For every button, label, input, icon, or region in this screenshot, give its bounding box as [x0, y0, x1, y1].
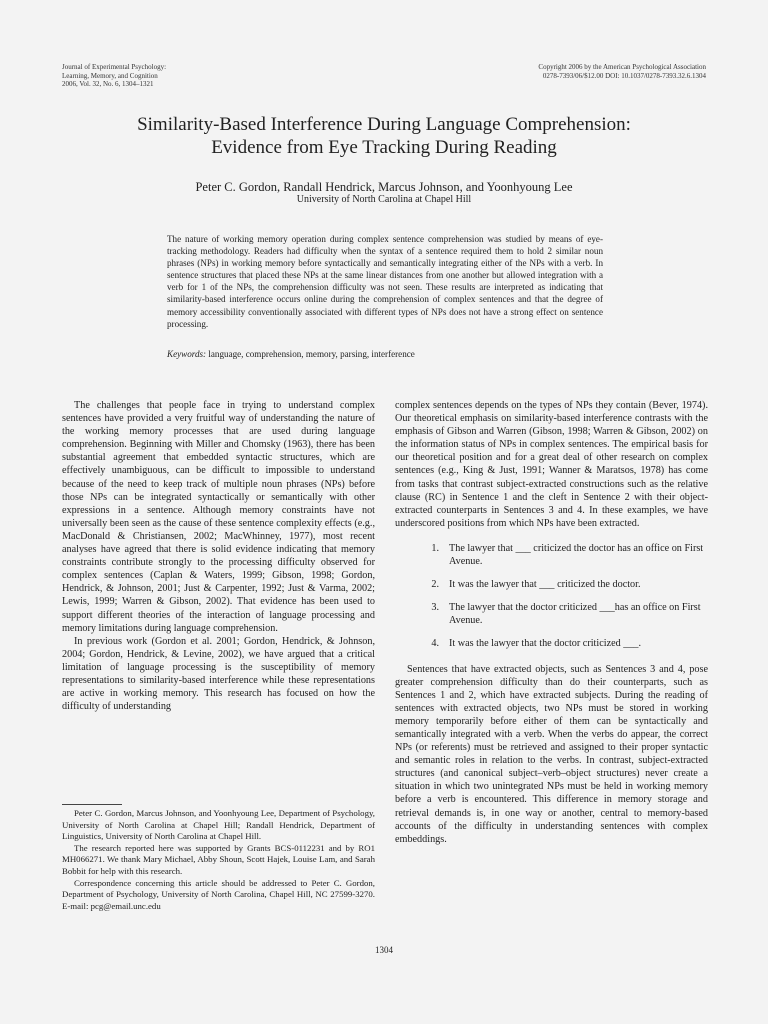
doi-line: 0278-7393/06/$12.00 DOI: 10.1037/0278-7393.32.6.1304: [542, 71, 706, 80]
example-item: [395, 578, 708, 591]
example-text: It was the lawyer that ___ criticized the doctor.: [449, 579, 641, 591]
author-note: [62, 808, 375, 912]
example-number: 3.: [431, 602, 439, 614]
journal-name: Journal of Experimental Psychology:: [62, 63, 167, 71]
title-line-2: Evidence from Eye Tracking During Reading: [211, 137, 557, 158]
journal-subtitle: Learning, Memory, and Cognition: [62, 71, 158, 80]
keywords-text: language, comprehension, memory, parsing, interference: [208, 349, 415, 359]
author-list: Peter C. Gordon, Randall Hendrick, Marcus Johnson, and Yoonhyoung Lee: [195, 180, 573, 194]
example-item: [395, 542, 708, 568]
left-column: [62, 399, 375, 713]
footnote-rule: [62, 804, 122, 805]
intro-paragraph-1: The challenges that people face in trying to understand complex sentences have provided a very fruitful way of understanding the nature of the working memory processes that are used during language comprehension. Beginning with Miller and Chomsky (1963), there has been substantial agreement that embedded syntactic structures, which are effectively unambiguous, can be difficult to impossible to understand because of the need to keep track of multiple noun phrases (NPs) before those NPs can be integrated syntactically or semantically with other expressions in a sentence. Although memory constraints have not universally been seen as the cause of these sentence complexity effects (e.g., MacDonald & Christiansen, 2002; MacWhinney, 1977), most recent analyses have agreed that there is solid evidence indicating that memory constraints contribute strongly to the processing difficulty observed for complex sentences (Caplan & Waters, 1999; Gibson, 1998; Gordon, Hendrick, & Johnson, 2001; Just & Carpenter, 1992; Just & Varma, 2002; Lewis, 1999; Warren & Gibson, 2002). That evidence has been used to support different theories of the interaction of language processing and memory limitations during language comprehension.: [62, 400, 375, 634]
article-title: [0, 113, 768, 159]
intro-paragraph-2: In previous work (Gordon et al. 2001; Gordon, Hendrick, & Johnson, 2004; Gordon, Hendrick, & Levine, 2002), we have argued that a critical limitation of language processing is the susceptibility of memory representations to similarity-based interference while these representations are active in working memory. This research has focused on how the difficulty of understanding: [62, 635, 375, 713]
author-note-funding: The research reported here was supported by Grants BCS-0112231 and by RO1 MH066271. We thank Mary Michael, Abby Shoun, Scott Hajek, Louise Lam, and Sarah Bobbit for help with this research.: [62, 842, 375, 876]
affiliation: University of North Carolina at Chapel Hill: [296, 194, 472, 205]
page-number: 1304: [375, 945, 393, 955]
journal-volume: 2006, Vol. 32, No. 6, 1304–1321: [62, 80, 154, 88]
abstract: The nature of working memory operation during complex sentence comprehension was studied by means of eye-tracking methodology. Readers had difficulty when the syntax of a sentence required them to hold 2 similar noun phrases (NPs) in working memory before syntactically and semantically integrating either of the NPs with a verb. In sentence structures that placed these NPs at the same linear distances from one another but allowed integration with a verb for 1 of the NPs, the comprehension difficulty was not seen. These results are interpreted as indicating that similarity-based interference occurs online during the comprehension of complex sentences and that the degree of memory accessibility conventionally associated with different types of NPs does not have a strong effect on sentence processing.: [167, 234, 603, 329]
author-note-correspondence: Correspondence concerning this article should be addressed to Peter C. Gordon, Department of Psychology, University of North Carolina, Chapel Hill, NC 27599-3270. E-mail: pcg@email.unc.edu: [62, 877, 375, 911]
example-sentences: [395, 542, 708, 651]
keywords-label: Keywords:: [167, 349, 207, 359]
author-note-affiliations: Peter C. Gordon, Marcus Johnson, and Yoonhyoung Lee, Department of Psychology, University of North Carolina at Chapel Hill; Randall Hendrick, Department of Linguistics, University of North Carolina at Chapel Hill.: [62, 808, 375, 842]
example-text: The lawyer that ___ criticized the doctor has an office on First Avenue.: [449, 542, 704, 568]
copyright-line: Copyright 2006 by the American Psychological Association: [538, 63, 706, 71]
body-paragraph-continued: complex sentences depends on the types of NPs they contain (Bever, 1974). Our theoretical emphasis on similarity-based interference contrasts with the emphasis of Gibson and Warren (Gibson, 1998; Warren & Gibson, 2002) on the information status of NPs in complex sentences. The empirical basis for our theoretical position and for a great deal of other research on complex sentences (e.g., King & Just, 1991; Wanner & Maratsos, 1978) has come from tasks that contrast subject-extracted constructions such as the relative clause (RC) in Sentence 1 and the cleft in Sentence 2 with their object-extracted counterparts in Sentences 3 and 4. In these examples, we have underscored positions from which NPs have been extracted.: [395, 400, 708, 529]
example-number: 4.: [431, 638, 439, 650]
example-text: The lawyer that the doctor criticized ___has an office on First Avenue.: [449, 602, 701, 627]
body-paragraph: Sentences that have extracted objects, such as Sentences 3 and 4, pose greater comprehension difficulty than do their counterparts, such as Sentences 1 and 2, which have extracted subjects. During the reading of sentences with extracted objects, two NPs must be stored in working memory temporarily before either of them can be syntactically and semantically integrated with a verb. When the verbs do appear, the correct NPs (or referents) must be retrieved and assigned to their proper syntactic and semantic roles in relation to the verbs. In contrast, subject-extracted structures (and canonical subject–verb–object structures) never create a situation in which two unintegrated NPs must be held in working memory before a verb is encountered. This difference in memory storage and retrieval demands is, in one way or another, central to memory-based accounts of the difficulty in understanding sentences with complex embeddings.: [395, 663, 708, 845]
example-number: 1.: [431, 542, 439, 554]
journal-header: [62, 63, 166, 89]
right-column: [395, 399, 708, 846]
copyright-header: [538, 63, 706, 80]
example-item: [395, 601, 708, 627]
keywords: [167, 348, 603, 360]
example-number: 2.: [431, 579, 439, 591]
example-item: [395, 637, 708, 650]
example-text: It was the lawyer that the doctor criticized ___.: [449, 638, 642, 650]
title-line-1: Similarity-Based Interference During Language Comprehension:: [137, 114, 631, 135]
